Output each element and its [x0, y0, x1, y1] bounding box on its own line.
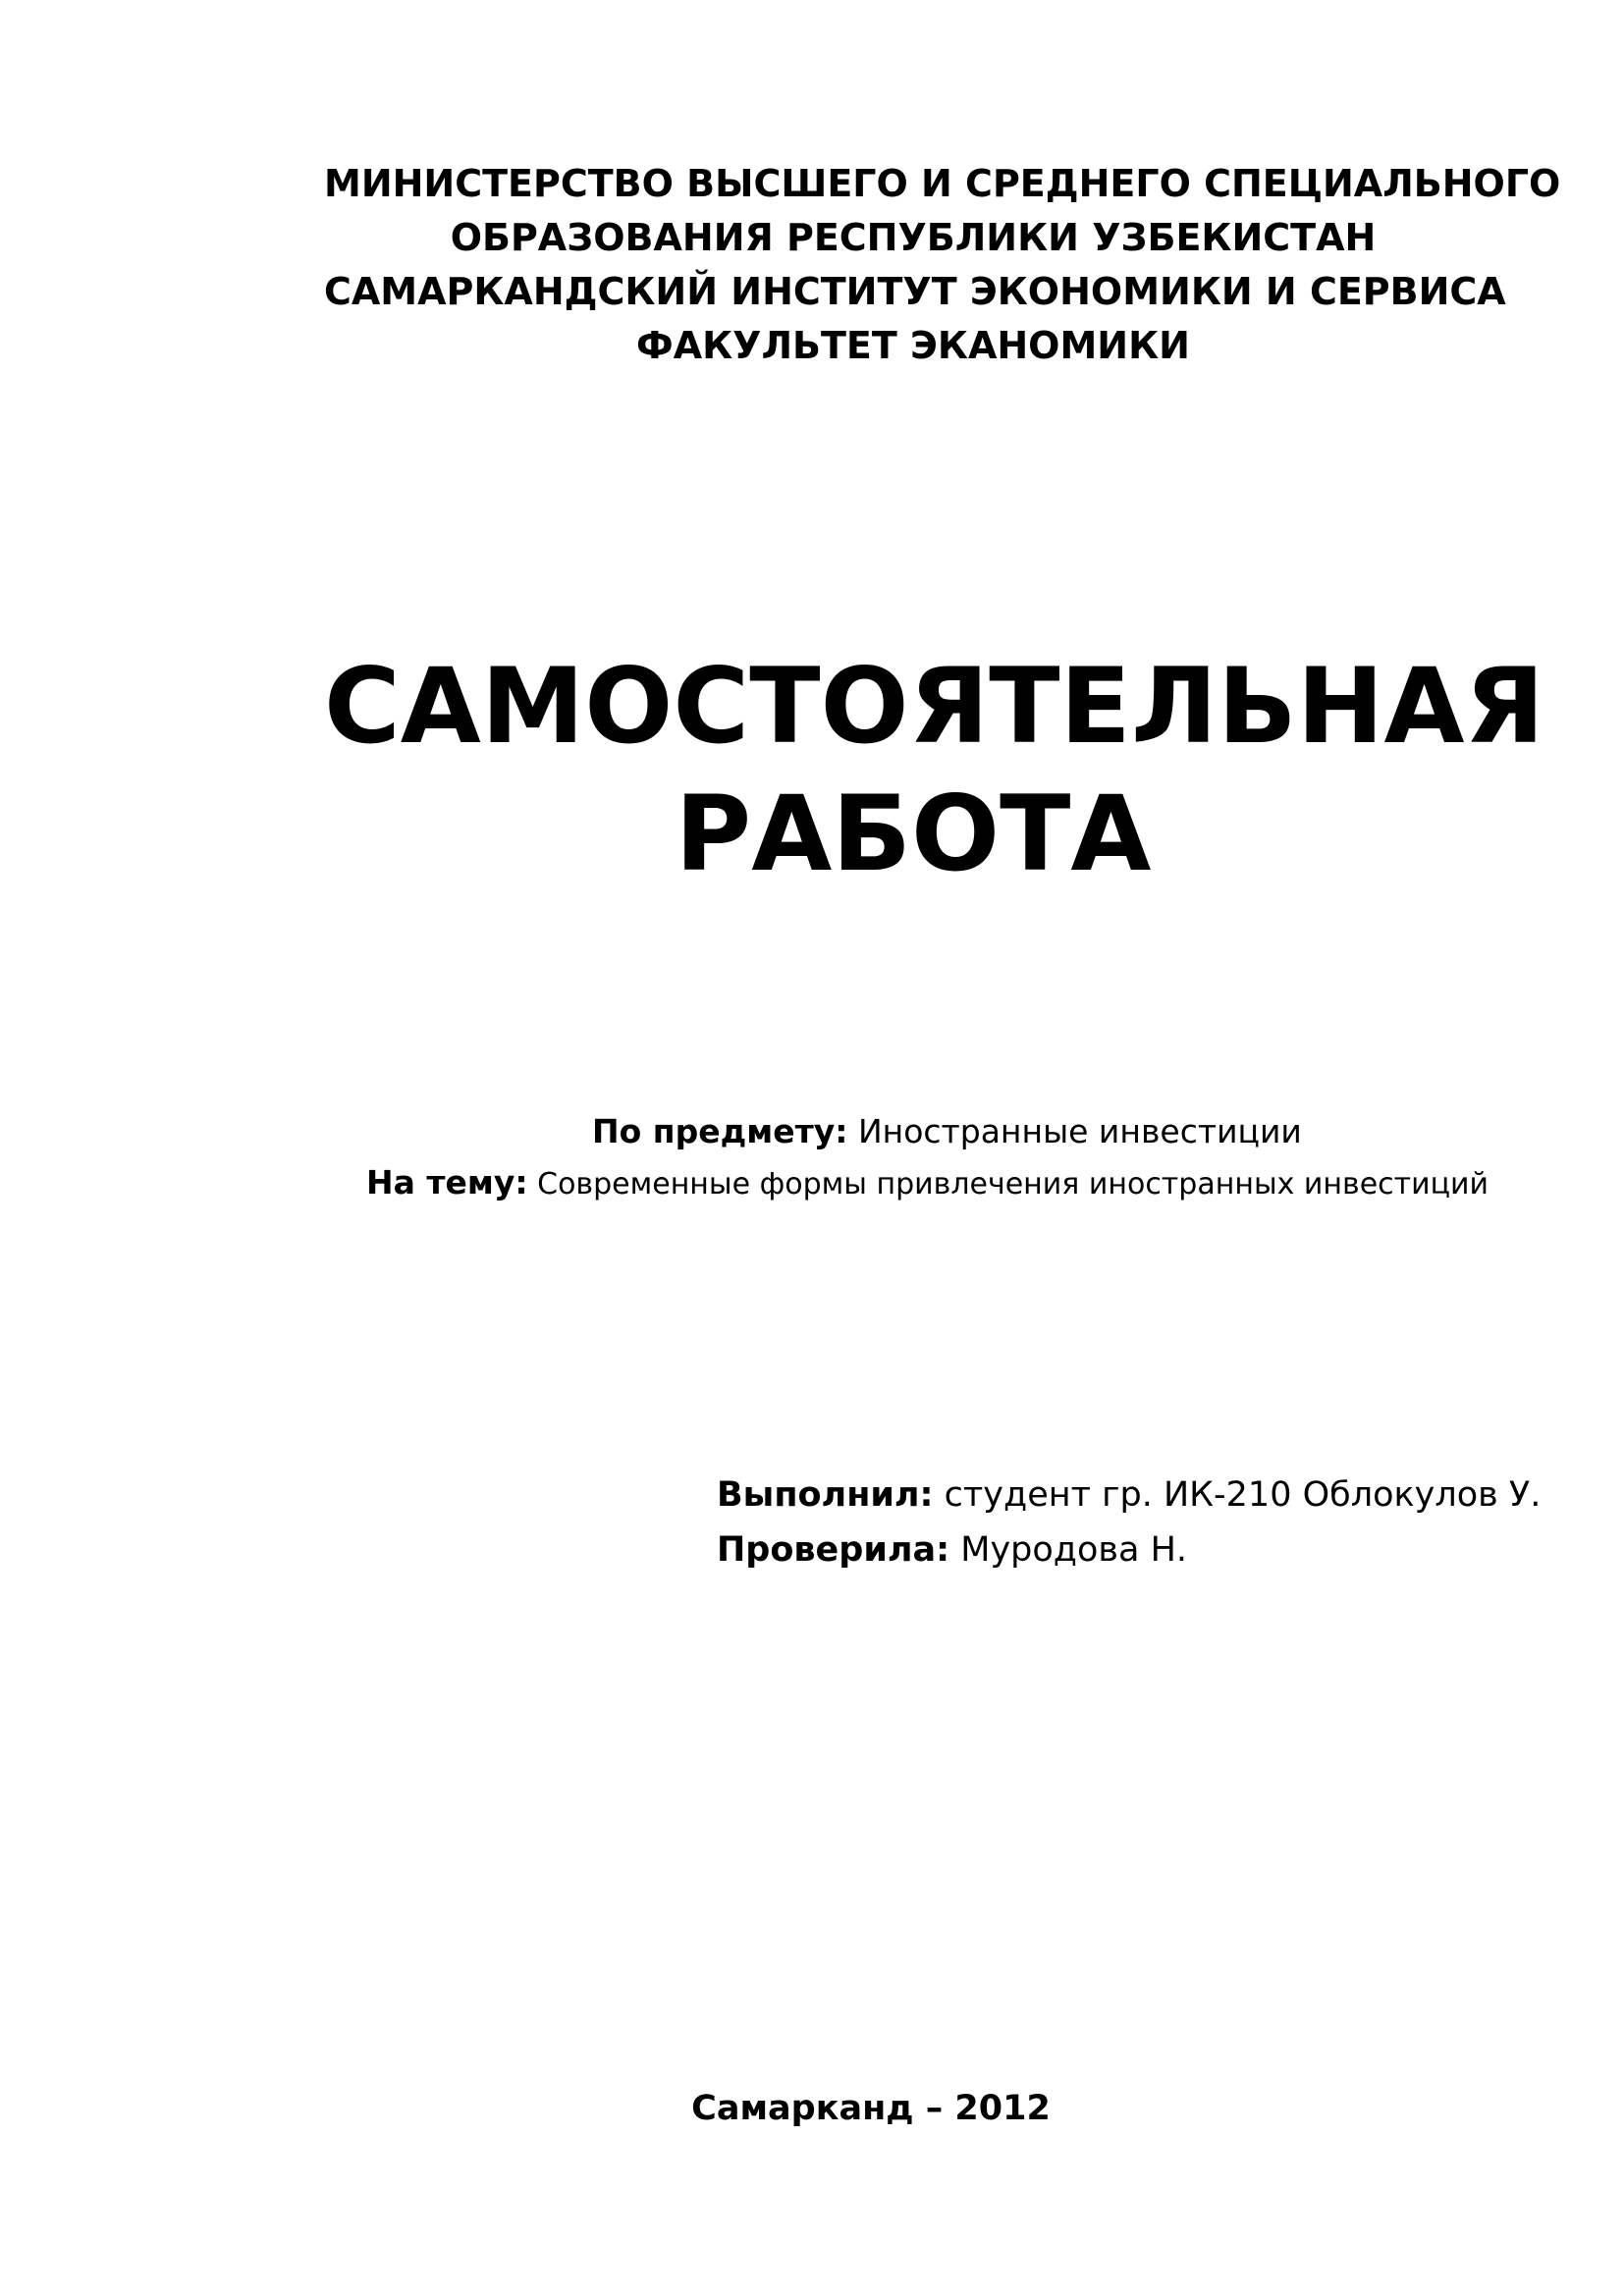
topic-value: Современные формы привлечения иностранных инвестиций	[537, 1167, 1489, 1201]
title-line-2: РАБОТА	[675, 774, 1152, 894]
subject-line	[592, 1111, 1302, 1152]
place-year: Самарканд – 2012	[691, 2089, 1051, 2128]
header-line-faculty: ФАКУЛЬТЕТ ЭКАНОМИКИ	[636, 324, 1190, 367]
header-line-republic: ОБРАЗОВАНИЯ РЕСПУБЛИКИ УЗБЕКИСТАН	[450, 216, 1377, 259]
performed-by-value: студент гр. ИК-210 Облокулов У.	[944, 1475, 1542, 1515]
checked-by-label: Проверила:	[717, 1530, 950, 1570]
header-line-ministry: МИНИСТЕРСТВО ВЫСШЕГО И СРЕДНЕГО СПЕЦИАЛЬНОГО	[324, 162, 1561, 205]
institution-header	[324, 157, 1561, 373]
topic-line	[366, 1162, 1489, 1205]
performed-by-line	[717, 1468, 1541, 1522]
performed-by-label: Выполнил:	[717, 1475, 934, 1515]
subject-label: По предмету:	[592, 1112, 848, 1150]
title-line-1: САМОСТОЯТЕЛЬНАЯ	[324, 646, 1545, 767]
document-title	[324, 643, 1545, 898]
checked-by-line	[717, 1522, 1541, 1577]
topic-label: На тему:	[366, 1163, 528, 1201]
checked-by-value: Муродова Н.	[960, 1530, 1188, 1570]
header-line-institute: САМАРКАНДСКИЙ ИНСТИТУТ ЭКОНОМИКИ И СЕРВИСА	[324, 270, 1506, 313]
subject-value: Иностранные инвестиции	[857, 1112, 1302, 1150]
author-block	[717, 1468, 1541, 1577]
